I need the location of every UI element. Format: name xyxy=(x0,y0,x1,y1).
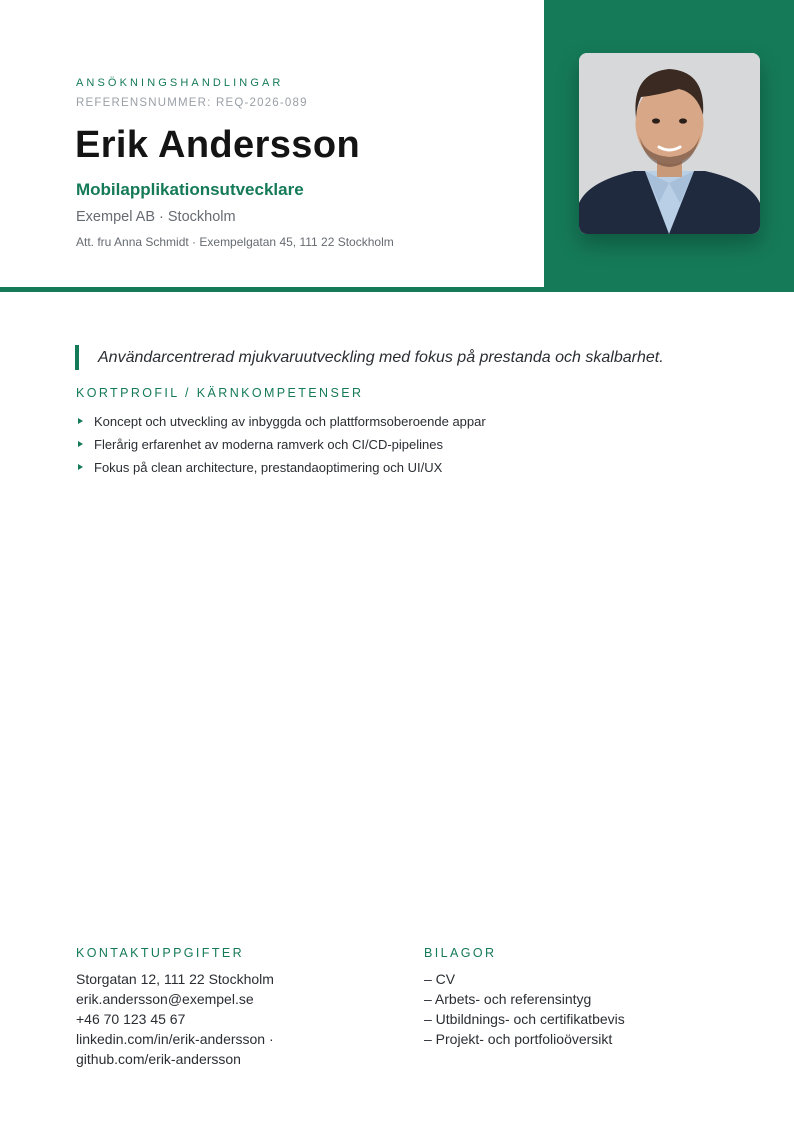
profile-bullet-list xyxy=(76,410,486,479)
bullet-arrow-icon xyxy=(78,441,83,447)
profile-bullet-text: Flerårig erfarenhet av moderna ramverk och CI/CD-pipelines xyxy=(94,437,443,452)
contact-email[interactable]: erik.andersson@exempel.se xyxy=(76,991,254,1007)
profile-bullet-text: Fokus på clean architecture, prestandaoptimering och UI/UX xyxy=(94,460,443,475)
recipient-line: Att. fru Anna Schmidt · Exempelgatan 45, 111 22 Stockholm xyxy=(76,235,394,249)
attachment-item: – Projekt- och portfolioöversikt xyxy=(424,1031,613,1047)
contact-address: Storgatan 12, 111 22 Stockholm xyxy=(76,971,274,987)
attachments-section-title: BILAGOR xyxy=(424,946,497,960)
contact-section-title: KONTAKTUPPGIFTER xyxy=(76,946,245,960)
attachments-list xyxy=(424,969,724,1049)
contact-details xyxy=(76,969,376,1069)
profile-bullet-item xyxy=(76,433,486,456)
profile-photo xyxy=(579,53,760,234)
attachment-item: – CV xyxy=(424,971,456,987)
bullet-arrow-icon xyxy=(78,464,83,470)
bullet-arrow-icon xyxy=(78,418,83,424)
header-divider xyxy=(0,287,794,292)
attachment-item: – Utbildnings- och certifikatbevis xyxy=(424,1011,625,1027)
contact-phone[interactable]: +46 70 123 45 67 xyxy=(76,1011,186,1027)
profile-bullet-item xyxy=(76,456,486,479)
attachment-item: – Arbets- och referensintyg xyxy=(424,991,592,1007)
document-type-label: ANSÖKNINGSHANDLINGAR xyxy=(76,77,284,89)
applicant-name: Erik Andersson xyxy=(75,124,361,166)
tagline-quote: Användarcentrerad mjukvaruutveckling med fokus på prestanda och skalbarhet. xyxy=(75,345,664,370)
job-title: Mobilapplikationsutvecklare xyxy=(76,180,304,199)
profile-bullet-item xyxy=(76,410,486,433)
reference-number: REFERENSNUMMER: REQ-2026-089 xyxy=(76,97,308,109)
profile-section-title: KORTPROFIL / KÄRNKOMPETENSER xyxy=(76,386,364,400)
profile-bullet-text: Koncept och utveckling av inbyggda och plattformsoberoende appar xyxy=(94,414,486,429)
company-location: Exempel AB · Stockholm xyxy=(76,209,236,225)
contact-profile-links[interactable]: linkedin.com/in/erik-andersson · github.com/erik-andersson xyxy=(76,1031,274,1067)
